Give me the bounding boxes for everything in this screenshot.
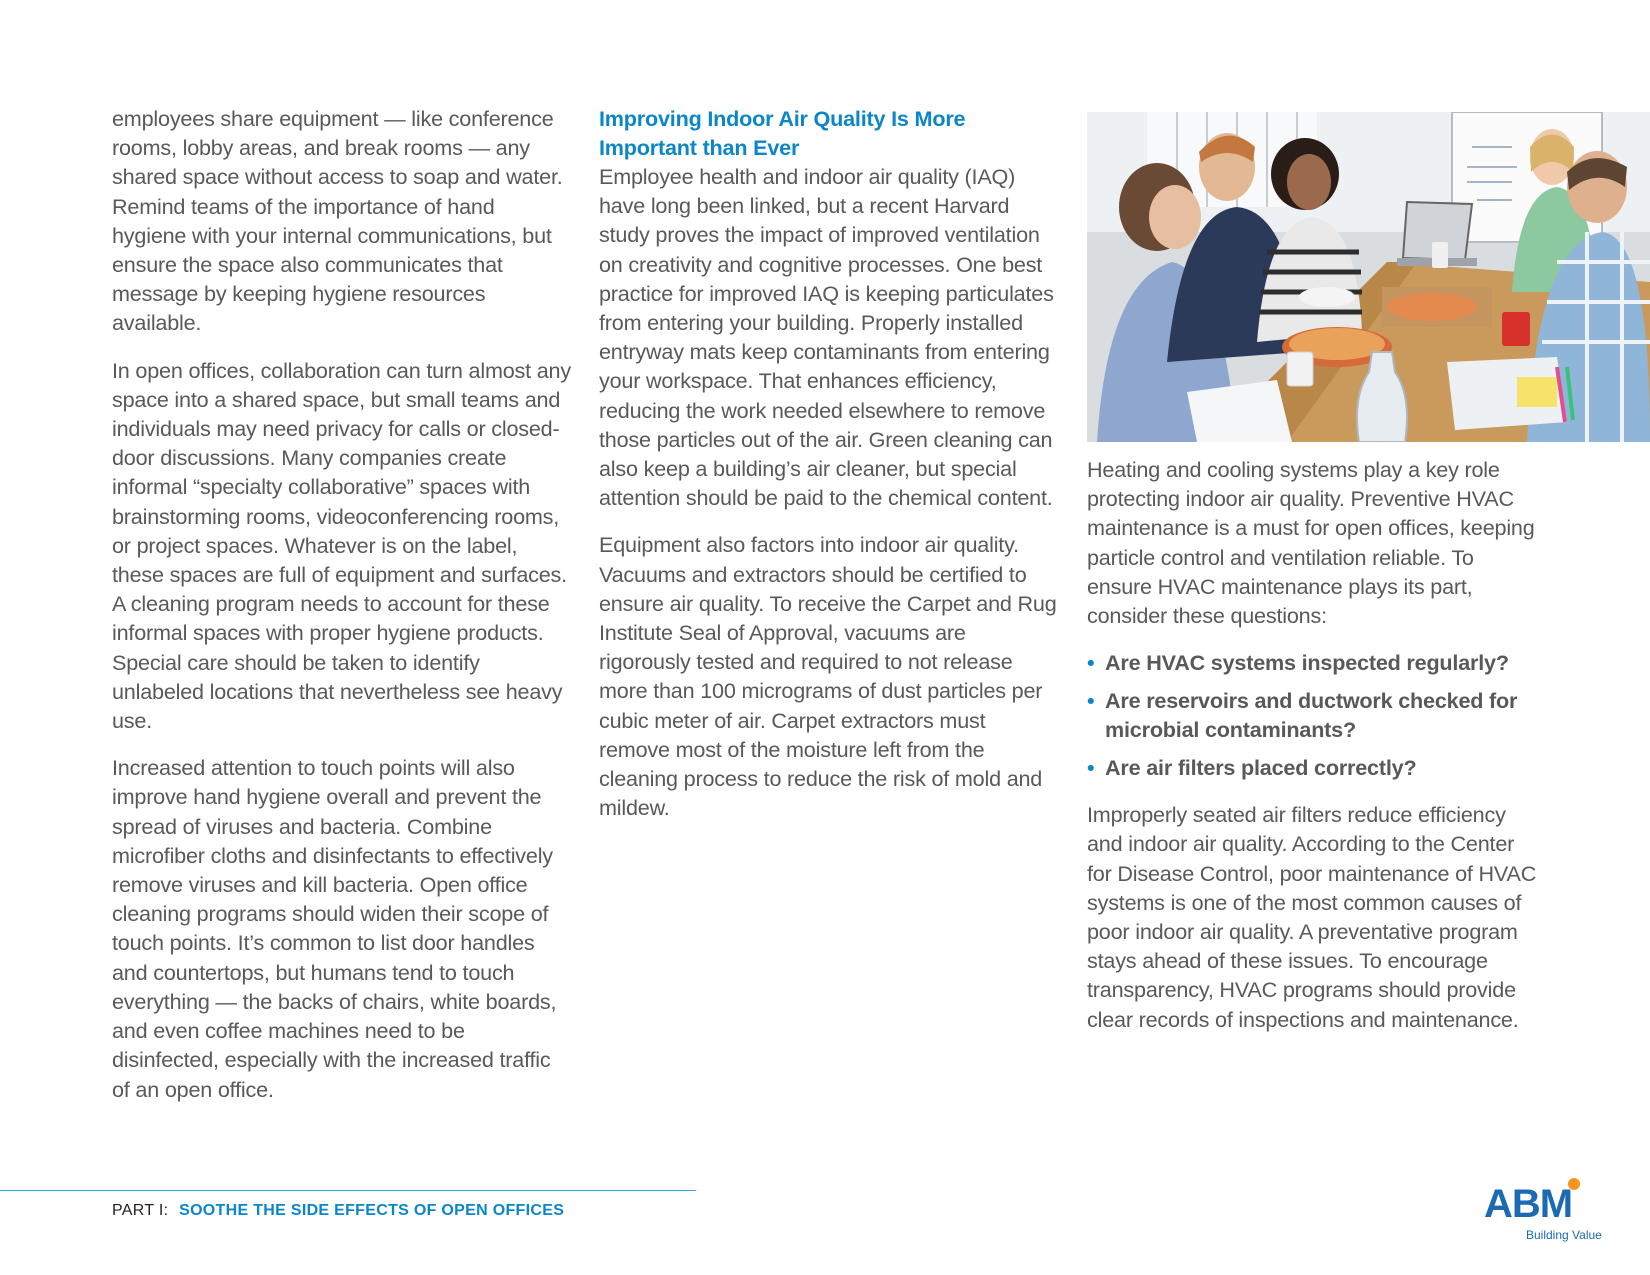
body-paragraph: Employee health and indoor air quality (IAQ) have long been linked, but a recent Harvard study proves the impact of improved ventilation on creativity and cognitive processes. One best practice for improved IAQ is keeping particulates from entering your building. Properly installed entryway mats keep contaminants from entering your workspace. That enhances efficiency, reducing the work needed elsewhere to remove those particles out of the air. Green cleaning can also keep a building’s air cleaner, but special attention should be paid to the chemical content.	[599, 164, 1054, 511]
body-paragraph: Increased attention to touch points will also improve hand hygiene overall and prevent the spread of viruses and bacteria. Combine microfiber cloths and disinfectants to effectively remove viruses and kill bacteria. Open office cleaning programs should widen their scope of touch points. It’s common to list door handles and countertops, but humans tend to touch everything — the backs of chairs, white boards, and even coffee machines need to be disinfected, especially with the increased traffic of an open office.	[112, 755, 557, 1102]
footer-section-title: SOOTHE THE SIDE EFFECTS OF OPEN OFFICES	[179, 1202, 565, 1219]
question-text: Are HVAC systems inspected regularly?	[1105, 650, 1509, 676]
bullet-icon: •	[1087, 650, 1095, 676]
body-paragraph: employees share equipment — like conference rooms, lobby areas, and break rooms — any shared space without access to soap and water. Remind teams of the importance of hand hygiene with your internal communications, but ensure the space also communicates that message by keeping hygiene resources available.	[112, 106, 563, 336]
section-heading: Improving Indoor Air Quality Is More Important than Ever	[599, 106, 966, 160]
bullet-icon: •	[1087, 688, 1095, 714]
office-meeting-photo	[1087, 112, 1650, 442]
list-item	[1087, 753, 1543, 782]
column-1	[112, 104, 572, 1122]
logo-tagline: Building Value	[1526, 1228, 1602, 1242]
body-paragraph: Heating and cooling systems play a key role protecting indoor air quality. Preventive HVAC maintenance is a must for open offices, keeping particle control and ventilation reliable. To ensure HVAC maintenance plays its part, consider these questions:	[1087, 457, 1535, 629]
column-2	[599, 104, 1059, 840]
footer-section-label	[112, 1202, 564, 1220]
logo-wordmark: ABM	[1484, 1182, 1573, 1226]
list-item	[1087, 648, 1543, 677]
body-paragraph: Equipment also factors into indoor air quality. Vacuums and extractors should be certified to ensure air quality. To receive the Carpet and Rug Institute Seal of Approval, vacuums are rigorously tested and required to not release more than 100 micrograms of dust particles per cubic meter of air. Carpet extractors must remove most of the moisture left from the cleaning process to reduce the risk of mold and mildew.	[599, 532, 1057, 821]
column-3	[1087, 455, 1543, 1052]
abm-logo	[1484, 1178, 1604, 1246]
questions-list	[1087, 648, 1543, 782]
list-item	[1087, 686, 1543, 744]
body-paragraph: Improperly seated air filters reduce efficiency and indoor air quality. According to the Center for Disease Control, poor maintenance of HVAC systems is one of the most common causes of poor indoor air quality. A preventative program stays ahead of these issues. To encourage transparency, HVAC programs should provide clear records of inspections and maintenance.	[1087, 802, 1537, 1032]
question-text: Are air filters placed correctly?	[1105, 755, 1417, 781]
bullet-icon: •	[1087, 755, 1095, 781]
footer-divider	[0, 1190, 696, 1191]
body-paragraph: In open offices, collaboration can turn almost any space into a shared space, but small teams and individuals may need privacy for calls or closed-door discussions. Many companies create informal “specialty collaborative” spaces with brainstorming rooms, videoconferencing rooms, or project spaces. Whatever is on the label, these spaces are full of equipment and surfaces. A cleaning program needs to account for these informal spaces with proper hygiene products. Special care should be taken to identify unlabeled locations that nevertheless see heavy use.	[112, 357, 571, 734]
question-text: Are reservoirs and ductwork checked for microbial contaminants?	[1105, 688, 1518, 743]
footer-part: PART I:	[112, 1202, 169, 1219]
